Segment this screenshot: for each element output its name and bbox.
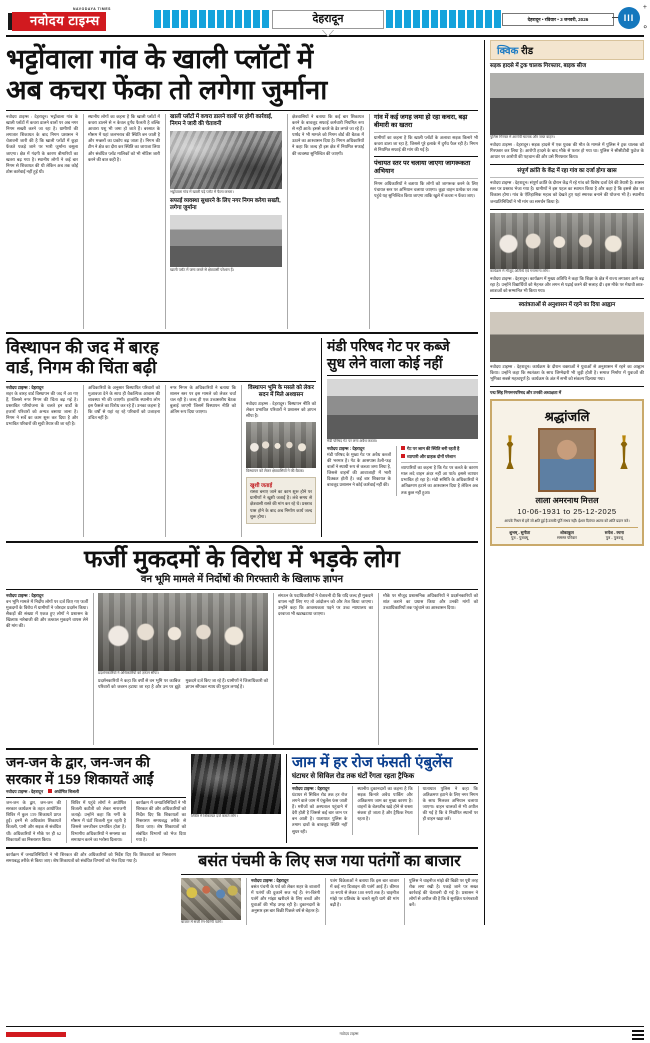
obituary-name: लाला अमरनाथ मित्तल: [535, 496, 599, 506]
lead-col2: स्थानीय लोगों का कहना है कि खाली प्लॉटों में कचरा डालने से न केवल दुर्गंध फैलती है बल्कि आवारा पशु भी जमा हो जाते हैं। बरसात के मौसम में यहां जलभराव की स्थिति बन जाती है और मच्छरों का प्रकोप बढ़ जाता है। निगम की टीम ने क्षेत्र का दौरा कर स्थिति का जायजा लिया और संबंधित प्लॉट मालिकों को भी नोटिस जारी करने की बात कही है।: [88, 114, 160, 162]
sidebar-item2-headline: संपूर्ण क्रांति के केंद्र में रहा गांव का दर्जा होगा खास: [517, 168, 617, 175]
lead-headline: भट्टोंवाला गांव के खाली प्लॉटों में अब कचरा फेंका तो लगेगा जुर्माना: [6, 44, 328, 105]
lead-box1-text: ग्रामीणों का कहना है कि खाली प्लॉटों के अलावा सड़क किनारे भी कचरा डाला जा रहा है, जिससे पूरे इलाके में दुर्गंध फैल रही है। निगम से नियमित सफाई की मांग की गई है।: [374, 135, 478, 153]
quick-read-header: [490, 40, 644, 60]
sec4-caption: प्रदर्शनकारियों ने अधिकारियों को ज्ञापन सौंपा।: [98, 671, 159, 675]
sidebar-item3-text: नवोदय टाइम्स : देहरादून। कार्यक्रम में मुख्य अतिथि ने कहा कि शिक्षा के क्षेत्र में राज्य लगातार आगे बढ़ रहा है। उन्होंने विद्यार्थियों को मेहनत और लगन से पढ़ाई करने की सलाह दी। इस मौके पर मेधावी छात्र-छात्राओं को सम्मानित भी किया गया।: [490, 275, 644, 293]
sec3-headline: मंडी परिषद गेट पर कब्जे सुध लेने वाला कोई नहीं: [327, 338, 450, 371]
sec5-col3: कार्यक्रम में जनप्रतिनिधियों ने भी शिरकत की और अधिकारियों को निर्देश दिए कि शिकायतों का निस्तारण समयबद्ध तरीके से किया जाए। शेष शिकायतों को संबंधित विभागों को भेज दिया गया है।: [136, 800, 186, 842]
sec6-col1: घंटाघर से सिविल रोड तक हर रोज लगने वाले जाम में एंबुलेंस फंस जाती हैं। मरीजों को अस्पताल पहुंचाने में देरी होती है जिससे कई बार जान पर बन आती है। यातायात पुलिस के तमाम दावों के बावजूद स्थिति नहीं सुधर रही।: [292, 792, 348, 834]
sec2-headline: विस्थापन की जद में बारह वार्ड, निगम की चिंता बढ़ी: [6, 338, 159, 377]
city-flag-tail: [322, 29, 334, 36]
sidebar-item1-text: नवोदय टाइम्स : देहरादून। सड़क हादसे में एक युवक की मौत के मामले में पुलिस ने ट्रक चालक को गिरफ्तार कर लिया है। आरोपी हादसे के बाद मौके से फरार हो गया था। पुलिस ने सीसीटीवी फुटेज के आधार पर आरोपी की पहचान की और उसे गिरफ्तार किया।: [490, 142, 644, 160]
sec4-col2: प्रदर्शनकारियों ने कहा कि वर्षों से वन भूमि पर काबिज परिवारों को जबरन हटाया जा रहा है और उन पर झूठे मुकदमे दर्ज किए जा रहे हैं। ग्रामीणों ने जिलाधिकारी को ज्ञापन सौंपकर न्याय की गुहार लगाई है।: [98, 678, 268, 690]
sec5-byline: नवोदय टाइम्स : देहरादून अघोषित बिजली: [6, 789, 80, 794]
masthead-logo[interactable]: [6, 7, 154, 31]
sidebar-item1-headline: सड़क हादसे में ट्रक चालक गिरफ्तार, बाइक सीज: [490, 63, 587, 69]
sec7-col1: बसंत पंचमी के पर्व को लेकर शहर के बाजारों में पतंगों की दुकानें सज गई हैं। रंग-बिरंगी पतंगें और मांझा खरीदने के लिए बच्चों और युवाओं की भीड़ उमड़ रही है। दुकानदारों के अनुसार इस बार बिक्री पिछले वर्ष से बेहतर है।: [251, 883, 320, 914]
sec5-col1: जन-जन के द्वार, जन-जन की सरकार कार्यक्रम के तहत आयोजित शिविर में कुल 159 शिकायतें प्राप्त हुईं। इनमें से अधिकांश शिकायतें बिजली, पानी और सड़क से संबंधित थीं। अधिकारियों ने मौके पर ही 62 शिकायतों का निस्तारण किया।: [6, 800, 61, 842]
lead-box2-title: पंचायत स्तर पर चलाया जाएगा जागरूकता अभियान: [374, 160, 471, 176]
sec7-col2: पतंग विक्रेताओं ने बताया कि इस बार बाजार में कई नए डिजाइन की पतंगें आई हैं। कीमत 10 रुपये से लेकर 100 रुपये तक है। चाइनीज मांझे पर प्रतिबंध के चलते सूती धागे की मांग बढ़ी है।: [330, 877, 399, 908]
logo-title: नवोदय टाइम्स: [12, 12, 106, 31]
footer-red-bar: [6, 1032, 66, 1037]
sec4-col1: वन भूमि मामले में निर्दोष लोगों पर दर्ज किए गए फर्जी मुकदमों के विरोध में ग्रामीणों ने जोरदार प्रदर्शन किया। सैकड़ों की संख्या में एकत्र हुए लोगों ने प्रशासन के खिलाफ नारेबाजी की और तत्काल मुकदमे वापस लेने की मांग की।: [6, 599, 88, 629]
masthead-bars-left: [154, 10, 270, 28]
lead-photo-2: [170, 215, 282, 267]
sec3-bullet-2: व्यापारी और ग्राहक दोनों परेशान: [401, 454, 478, 460]
lead-box1-title: गांव में कई जगह जमा हो रहा कचरा, बढ़ा बीमारी का खतरा: [374, 114, 468, 129]
plus-icon: +: [642, 4, 647, 11]
section-kite-market: [6, 852, 478, 925]
sec2-tint-text: रास्ता बनाए जाने का काम शुरू होने पर ग्रामीणों ने खुशी जताई है। लंबे समय से क्षेत्रवासी रास्ते की मांग कर रहे थे। प्रस्ताव पास होने के बाद अब निर्माण कार्य जल्द शुरू होगा।: [250, 489, 312, 519]
sec7-byline: नवोदय टाइम्स : देहरादून: [251, 877, 289, 883]
masthead: [6, 4, 647, 34]
lead-box2-text: निगम अधिकारियों ने बताया कि लोगों को जागरूक करने के लिए पंचायत स्तर पर अभियान चलाया जाएगा। कूड़ा वाहन प्रत्येक घर तक पहुंचे यह सुनिश्चित किया जाएगा ताकि खुले में कचरा न फेंका जाए।: [374, 181, 478, 199]
sec5-caption: शिविर में शिकायत दर्ज कराते लोग।: [191, 814, 238, 818]
obituary-note: आपके निधन से हमें जो क्षति हुई है उसकी पूर्ति संभव नहीं। ईश्वर दिवंगत आत्मा को शांति प्रदान करे।: [504, 519, 630, 524]
obituary-above-line: पद्म सिंह निगमनपरिषद और उनकी अध्यक्षता में: [490, 390, 562, 396]
sidebar-item3-caption: कार्यक्रम में मौजूद अतिथि एवं गणमान्य लोग।: [490, 268, 550, 273]
section-protest: [6, 546, 478, 745]
sec2-box-text: नवोदय टाइम्स : देहरादून। विस्थापन नीति को लेकर प्रभावित परिवारों ने प्रशासन को ज्ञापन सौंपा है।: [246, 401, 316, 419]
lead-sub-headline-2: सफाई व्यवस्था सुधारने के लिए नगर निगम करेगा सख्ती, लगेगा जुर्माना: [170, 198, 281, 211]
obituary-family: [496, 527, 638, 540]
sidebar-item2-text: नवोदय टाइम्स : देहरादून। संपूर्ण क्रांति के दौरान केंद्र में रहे गांव को विशेष दर्जा देने की तैयारी है। शासन स्तर पर प्रस्ताव भेजा गया है। ग्रामीणों ने इस पहल का स्वागत किया है और कहा है कि इससे क्षेत्र का विकास होगा। गांव के ऐतिहासिक महत्व को देखते हुए यहां स्मारक बनाने की योजना भी है। स्थानीय जनप्रतिनिधियों ने भी मांग का समर्थन किया है।: [490, 180, 644, 204]
sec5-photo: [191, 754, 281, 814]
lead-sub-headline-1: खाली प्लॉटों में कचरा डालने वालों पर होगी कार्रवाई, निगम ने जारी की चेतावनी: [170, 114, 273, 127]
circle-icon: ०: [643, 24, 647, 31]
sec7-extra-1: कार्यक्रम में जनप्रतिनिधियों ने भी शिरकत की और अधिकारियों को निर्देश दिए कि शिकायतों का निस्तारण समयबद्ध तरीके से किया जाए। शेष शिकायतों को संबंधित विभागों को भेज दिया गया है।: [6, 851, 176, 863]
lead-photo-1: [170, 131, 282, 189]
sec6-headline: जाम में हर रोज फंसती एंबुलेंस: [292, 754, 453, 771]
section-displacement: [6, 338, 316, 537]
sec4-photo: [98, 593, 268, 671]
sec4-headline: फर्जी मुकदमों के विरोध में भड़के लोग: [84, 546, 400, 573]
sec6-subhead: घंटाघर से सिविल रोड तक घंटों रेंगता रहता ट्रैफिक: [292, 773, 415, 780]
footer-note: नवोदय टाइम्स: [339, 1031, 359, 1036]
section-ambulance: [286, 754, 478, 843]
masthead-bars-right: [386, 10, 502, 28]
lamp-icon-right: [618, 435, 630, 469]
lead-photo-caption-2: खाली प्लॉट में जमा कचरे से क्षेत्रवासी परेशान हैं।: [170, 268, 235, 272]
sec3-col2: व्यापारियों का कहना है कि गेट पर कब्जे के कारण माल लदे वाहन अंदर नहीं आ पाते। इससे व्यापार प्रभावित हो रहा है। मंडी समिति के अधिकारियों ने अतिक्रमण हटाने का आश्वासन दिया है लेकिन अब तक कुछ नहीं हुआ।: [401, 465, 478, 495]
sec5-col2: शिविर में पहुंचे लोगों ने अघोषित बिजली कटौती को लेकर नाराजगी जताई। उन्होंने कहा कि गर्मी के मौसम में घंटों बिजली गुल रहती है जिससे जनजीवन प्रभावित होता है। विभागीय अधिकारियों ने समस्या का समाधान करने का भरोसा दिलाया।: [71, 800, 126, 842]
quick-read-tag: क्विक: [497, 46, 519, 57]
sec5-photo-wrap: [191, 754, 281, 843]
sec4-col4: मौके पर मौजूद प्रशासनिक अधिकारियों ने प्रदर्शनकारियों को शांत कराने का प्रयास किया और उनकी मांगों को उच्चाधिकारियों तक पहुंचाने का आश्वासन दिया।: [383, 593, 478, 611]
globe-icon: [616, 4, 647, 32]
sec2-tint-title: खुशी जताई: [250, 483, 273, 490]
sec6-col2: स्थानीय दुकानदारों का कहना है कि सड़क किनारे अवैध पार्किंग और अतिक्रमण जाम का मुख्य कारण है। वाहनों के बेतरतीब खड़े होने से रास्ता संकरा हो जाता है और ट्रैफिक रेंगता रहता है।: [357, 786, 413, 822]
quick-read-sidebar: [484, 40, 644, 925]
sec3-photo: [327, 379, 478, 439]
sec6-col3: यातायात पुलिस ने कहा कि अतिक्रमण हटाने के लिए नगर निगम के साथ मिलकर अभियान चलाया जाएगा। वाहन चालकों से भी अपील की गई है कि वे निर्धारित स्थानों पर ही वाहन खड़ा करें।: [422, 786, 478, 822]
sec4-byline: नवोदय टाइम्स : देहरादून: [6, 593, 44, 598]
sec7-caption: बाजार में सजी रंग-बिरंगी पतंगें।: [181, 919, 223, 924]
lead-photo-caption-1: भट्टोंवाला गांव में खाली पड़े प्लॉट में फैला कचरा।: [170, 190, 234, 194]
sec2-caption: विस्थापन को लेकर क्षेत्रवासियों ने की बैठक।: [246, 469, 305, 474]
sidebar-item4-headline: स्वतंत्रताओं से अनुशासन में रहने का दिया आह्वान: [518, 301, 616, 308]
sec4-subhead: वन भूमि मामले में निर्दोषों की गिरफ्तारी के खिलाफ ज्ञापन: [140, 574, 344, 585]
obituary-family-1: शुभम् - सुनीता पुत्र - पुत्रवधू: [509, 530, 531, 541]
obituary-family-3: रूपेश - रचना पुत्र - पुत्रवधू: [604, 530, 624, 541]
quick-read-label: रीड: [521, 46, 534, 57]
obituary-dates: 10-06-1931 to 25-12-2025: [517, 507, 617, 517]
obituary-portrait: [538, 428, 596, 492]
sec3-bullet-1: गेट पर जाम की स्थिति बनी रहती है: [401, 446, 478, 452]
sec2-byline: नवोदय टाइम्स : देहरादून: [6, 385, 44, 390]
lead-col1: नवोदय टाइम्स : देहरादून। भट्टोंवाला गांव के खाली प्लॉटों में कचरा डालने वालों पर अब नगर निगम सख्ती करने जा रहा है। ग्रामीणों की लगातार शिकायत के बाद निगम प्रशासन ने चेतावनी जारी की है कि खाली प्लॉटों में कूड़ा फेंकते पकड़े जाने पर भारी जुर्माना वसूला जाएगा। क्षेत्र में गंदगी के कारण बीमारियों का खतरा बढ़ गया है। स्थानीय लोगों ने कई बार निगम से शिकायत की थी लेकिन अब तक कोई ठोस कार्रवाई नहीं हुई थी।: [6, 114, 78, 174]
sec7-photo: [181, 878, 241, 920]
logo-latin-name: NAVODAYA TIMES: [72, 7, 112, 11]
sec3-byline: नवोदय टाइम्स : देहरादून: [327, 446, 365, 451]
city-name: देहरादून: [272, 10, 384, 29]
lead-story: [6, 44, 478, 334]
lead-col3: क्षेत्रवासियों ने बताया कि कई बार शिकायत करने के बावजूद सफाई कर्मचारी नियमित रूप से नहीं आते। इससे कचरे के ढेर लगते जा रहे हैं। पार्षद ने भी मामले को निगम बोर्ड की बैठक में उठाने का आश्वासन दिया है। निगम अधिकारियों ने कहा कि जल्द ही इस क्षेत्र में नियमित सफाई की व्यवस्था सुनिश्चित की जाएगी।: [292, 114, 364, 156]
obituary-box: [490, 399, 644, 546]
section-mandi: [321, 338, 478, 537]
section-complaints: [6, 754, 186, 843]
dateline: देहरादून • रविवार • 3 जनवरी, 2026: [502, 13, 614, 26]
obituary-title: श्रद्धांजलि: [544, 409, 590, 425]
sec2-col1: शहर के बारह वार्ड विस्थापन की जद में आ गए हैं, जिससे नगर निगम की चिंता बढ़ गई है। प्रस्तावित परियोजना के चलते इन वार्डों के हजारों परिवारों को अन्यत्र बसाया जाना है। निगम ने सर्वे का काम शुरू कर दिया है और प्रभावित परिवारों की सूची तैयार की जा रही है।: [6, 391, 78, 427]
sec5-headline: जन-जन के द्वार, जन-जन की सरकार में 159 शिकायतें आईं: [6, 754, 154, 787]
page-footer: [6, 1026, 644, 1041]
sec4-col3: संगठन के पदाधिकारियों ने चेतावनी दी कि यदि जल्द ही मुकदमे वापस नहीं लिए गए तो आंदोलन को और तेज किया जाएगा। उन्होंने कहा कि आवश्यकता पड़ने पर उच्च न्यायालय का दरवाजा भी खटखटाया जाएगा।: [278, 593, 373, 617]
city-flag: [272, 10, 384, 29]
sec3-col1: मंडी परिषद के मुख्य गेट पर अवैध कब्जों की भरमार है। गेट के आसपास ठेली-फड़ वालों ने स्थायी रूप से कब्जा जमा लिया है, जिससे वाहनों की आवाजाही में भारी दिक्कत होती है। कई बार शिकायत के बावजूद प्रशासन ने कोई कार्रवाई नहीं की।: [327, 452, 391, 488]
sec6-byline: नवोदय टाइम्स : देहरादून: [292, 786, 330, 791]
sidebar-item1-caption: पुलिस गिरफ्त में आरोपी चालक और जब्त वाहन।: [490, 135, 555, 139]
lamp-icon-left: [504, 435, 516, 469]
sidebar-photo-2: [490, 213, 644, 269]
globe-label: III: [623, 13, 635, 23]
obituary-family-2: शोकाकुल समस्त परिवार: [557, 530, 577, 541]
sec2-box-title: विस्थापन भूमि के मसले को लेकर सदन में मिले अश्वासन: [248, 385, 314, 398]
sidebar-photo-3: [490, 312, 644, 362]
qr-code-icon: [632, 1028, 644, 1040]
sec2-col3: नगर निगम के अधिकारियों ने बताया कि शासन स्तर पर इस मामले को लेकर चर्चा चल रही है। जल्द ही एक उच्चस्तरीय बैठक बुलाई जाएगी जिसमें विस्थापन नीति को अंतिम रूप दिया जाएगा।: [170, 385, 236, 415]
sec2-photo: [246, 422, 316, 468]
sec7-headline: बसंत पंचमी के लिए सज गया पतंगों का बाजार: [198, 852, 461, 870]
sec7-col3: पुलिस ने चाइनीज मांझे की बिक्री पर पूरी तरह रोक लगा रखी है। पकड़े जाने पर सख्त कार्रवाई की चेतावनी दी गई है। प्रशासन ने लोगों से अपील की है कि वे सुरक्षित पतंगबाजी करें।: [409, 877, 478, 908]
sidebar-photo-1: [490, 73, 644, 135]
sidebar-item4-text: नवोदय टाइम्स : देहरादून। कार्यक्रम के दौरान वक्ताओं ने युवाओं से अनुशासन में रहने का आह्वान किया। उन्होंने कहा कि स्वतंत्रता के साथ जिम्मेदारी भी जुड़ी होती है। समाज निर्माण में युवाओं की भूमिका सबसे महत्वपूर्ण है। कार्यक्रम के अंत में सभी को संकल्प दिलाया गया।: [490, 363, 644, 382]
sec2-col2: अधिकारियों के अनुसार विस्थापित परिवारों को मुआवजा देने के साथ ही वैकल्पिक आवास की व्यवस्था भी की जाएगी। हालांकि स्थानीय लोग इस फैसले का विरोध कर रहे हैं। उनका कहना है कि वर्षों से यहां रह रहे परिवारों को उजाड़ना उचित नहीं है।: [88, 385, 160, 421]
sec3-caption: मंडी परिषद गेट पर लगा अवैध कब्जा।: [327, 439, 378, 443]
